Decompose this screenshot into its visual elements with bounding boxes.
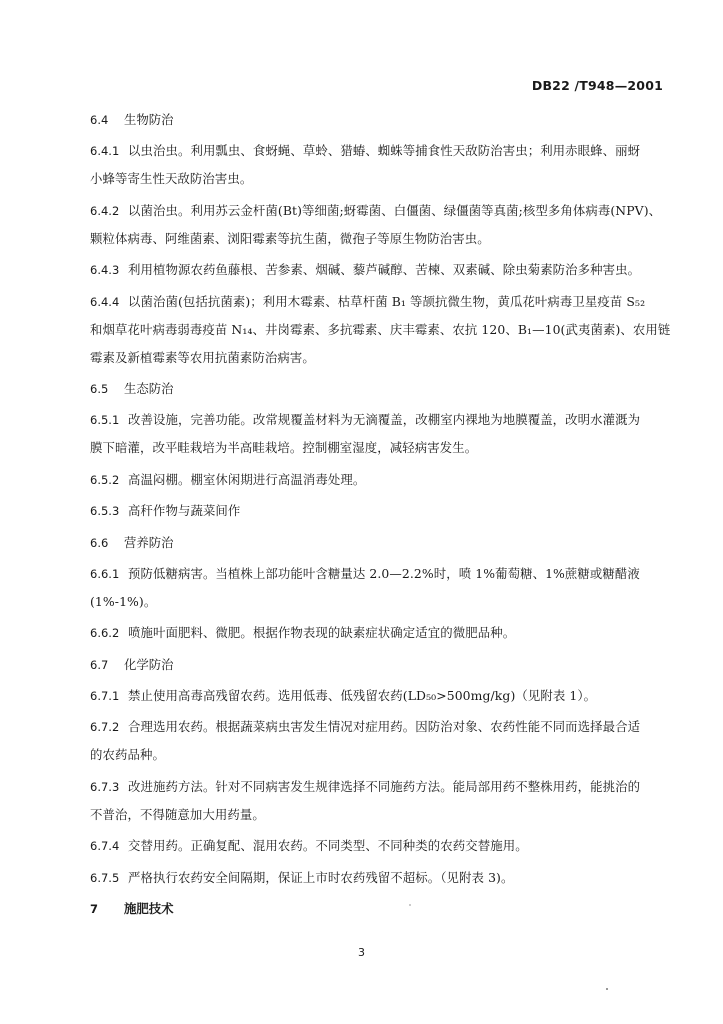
clause-number: 6.5.1: [90, 413, 120, 428]
clause-number: 6.7.3: [90, 779, 120, 794]
clause-text: 膜下暗灌，改平畦栽培为半高畦栽培。控制棚室湿度，减轻病害发生。: [90, 440, 478, 456]
clause-number: 6.6.1: [90, 566, 120, 581]
clause-text: 和烟草花叶病毒弱毒疫苗 N₁₄、井岗霉素、多抗霉素、庆丰霉素、农抗 120、B₁—10(武夷菌素)、农用链: [90, 321, 671, 337]
clause-text: 的农药品种。: [90, 747, 165, 763]
clause-paragraph: [90, 837, 665, 854]
clause-text: 高秆作物与蔬菜间作: [128, 503, 241, 519]
clause-text: 以虫治虫。利用瓢虫、食蚜蝇、草蛉、猎蝽、蜘蛛等捕食性天敌防治害虫；利用赤眼蜂、丽蚜: [128, 143, 641, 159]
clause-text: 颗粒体病毒、阿维菌素、浏阳霉素等抗生菌，微孢子等原生物防治害虫。: [90, 230, 490, 246]
clause-number: 6.6.2: [90, 626, 120, 641]
clause-paragraph: [90, 718, 665, 735]
clause-paragraph: [90, 565, 665, 582]
section-heading: [90, 900, 665, 917]
clause-number: 7: [90, 902, 99, 917]
clause-paragraph: [90, 778, 665, 795]
scan-speck: [606, 988, 608, 990]
heading-text: 生态防治: [124, 380, 174, 396]
clause-number: 6.5: [90, 381, 109, 396]
paragraph-continuation: [90, 746, 665, 763]
clause-number: 6.7.4: [90, 839, 120, 854]
clause-number: 6.7.5: [90, 870, 120, 885]
clause-number: 6.6: [90, 535, 109, 550]
clause-number: 6.4: [90, 113, 109, 127]
clause-number: 6.7.2: [90, 720, 120, 735]
paragraph-continuation: [90, 593, 665, 610]
heading-text: 化学防治: [124, 656, 174, 672]
clause-number: 6.4.2: [90, 203, 120, 218]
clause-text: 喷施叶面肥料、微肥。根据作物表现的缺素症状确定适宜的微肥品种。: [128, 625, 516, 641]
clause-text: 以菌治虫。利用苏云金杆菌(Bt)等细菌;蚜霉菌、白僵菌、绿僵菌等真菌;核型多角体病毒(NPV)、: [128, 202, 662, 218]
clause-paragraph: [90, 293, 665, 310]
clause-number: 6.4.4: [90, 294, 120, 309]
clause-text: 禁止使用高毒高残留农药。选用低毒、低残留农药(LD₅₀>500mg/kg)（见附表 1）。: [128, 688, 597, 704]
section-heading: [90, 380, 665, 397]
paragraph-continuation: [90, 439, 665, 456]
section-heading: [90, 656, 665, 673]
heading-text: 营养防治: [124, 534, 174, 550]
paragraph-continuation: [90, 170, 665, 187]
clause-paragraph: [90, 471, 665, 488]
clause-text: 预防低糖病害。当植株上部功能叶含糖量达 2.0—2.2%时，喷 1%葡萄糖、1%蔗糖或糖醋液: [128, 565, 640, 581]
scan-speck: [409, 904, 411, 906]
document-code: DB22 /T948—2001: [531, 78, 663, 93]
clause-text: 合理选用农药。根据蔬菜病虫害发生情况对症用药。因防治对象、农药性能不同而选择最合适: [128, 719, 641, 735]
clause-text: 改进施药方法。针对不同病害发生规律选择不同施药方法。能局部用药不整株用药，能挑治的: [128, 778, 641, 794]
clause-text: 霉素及新植霉素等农用抗菌素防治病害。: [90, 349, 315, 365]
clause-text: 交替用药。正确复配、混用农药。不同类型、不同种类的农药交替施用。: [128, 838, 528, 854]
clause-paragraph: [90, 202, 665, 219]
clause-text: 改善设施，完善功能。改常规覆盖材料为无滴覆盖，改棚室内裸地为地膜覆盖，改明水灌溉为: [128, 412, 641, 428]
paragraph-continuation: [90, 806, 665, 823]
clause-text: (1%-1%)。: [90, 593, 157, 609]
clause-number: 6.4.3: [90, 263, 120, 278]
clause-text: 利用植物源农药鱼藤根、苦参素、烟碱、藜芦碱醇、苦楝、双素碱、除虫菊素防治多种害虫。: [128, 262, 641, 278]
clause-paragraph: [90, 261, 665, 278]
clause-text: 严格执行农药安全间隔期，保证上市时农药残留不超标。（见附表 3)。: [128, 869, 514, 885]
document-body: [90, 111, 671, 931]
clause-text: 小蜂等寄生性天敌防治害虫。: [90, 171, 253, 187]
clause-number: 6.7: [90, 657, 109, 672]
paragraph-continuation: [90, 321, 671, 338]
clause-paragraph: [90, 687, 665, 704]
clause-number: 6.4.1: [90, 144, 120, 159]
clause-number: 6.5.2: [90, 472, 120, 487]
page-number: 3: [358, 946, 365, 959]
heading-text: 施肥技术: [124, 901, 174, 917]
clause-number: 6.5.3: [90, 504, 120, 519]
clause-text: 高温闷棚。棚室休闲期进行高温消毒处理。: [128, 471, 366, 487]
clause-paragraph: [90, 411, 665, 428]
clause-paragraph: [90, 502, 665, 519]
paragraph-continuation: [90, 349, 665, 366]
clause-number: 6.7.1: [90, 689, 120, 704]
section-heading: [90, 111, 665, 128]
clause-paragraph: [90, 869, 665, 886]
clause-text: 以菌治菌(包括抗菌素)；利用木霉素、枯草杆菌 B₁ 等颉抗微生物，黄瓜花叶病毒卫星疫苗 S₅₂: [128, 293, 646, 309]
paragraph-continuation: [90, 230, 665, 247]
clause-paragraph: [90, 624, 665, 641]
heading-text: 生物防治: [124, 112, 174, 127]
section-heading: [90, 534, 665, 551]
clause-text: 不普治，不得随意加大用药量。: [90, 806, 265, 822]
clause-paragraph: [90, 142, 665, 159]
